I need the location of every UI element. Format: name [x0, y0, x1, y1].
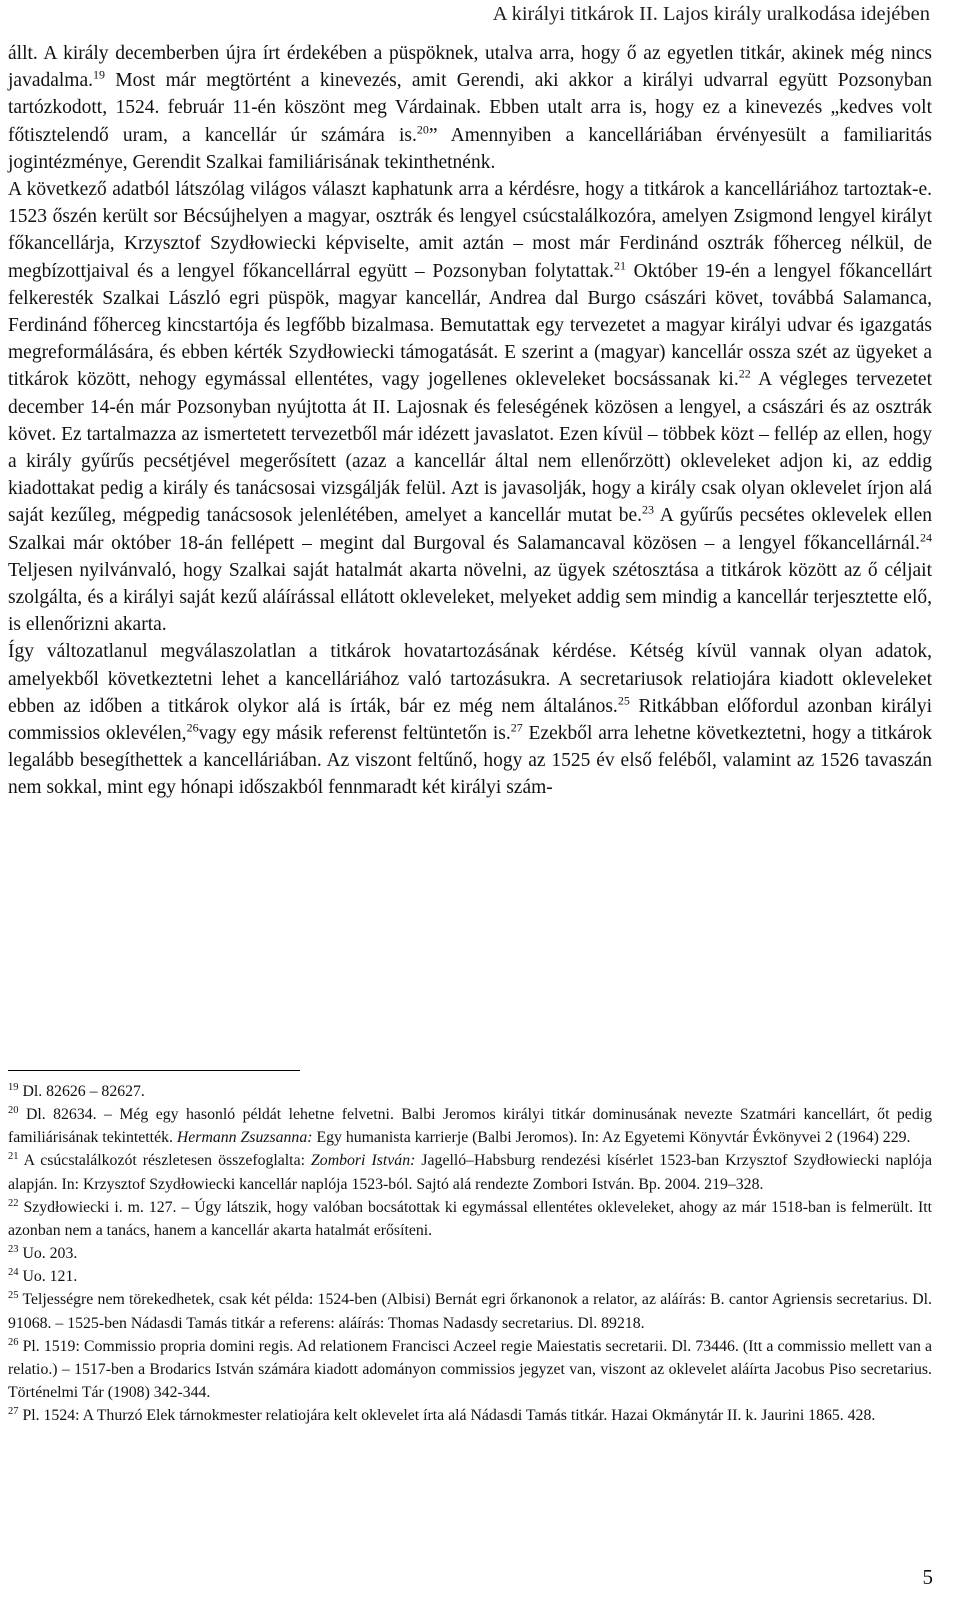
paragraph	[8, 40, 932, 176]
text-run: Ritkábban előfordul azonban királyi commissios oklevélen,	[8, 695, 933, 745]
footnote-reference: 23	[642, 503, 655, 518]
footnote-number: 21	[8, 1151, 19, 1163]
footnote	[8, 1404, 932, 1427]
text-run: Uo. 203.	[18, 1245, 78, 1263]
text-run: Október 19-én a lengyel főkancellárt felkeresték Szalkai László egri püspök, magyar kancellár, Andrea dal Burgo császári követ, továbbá Salamanca, Ferdinánd főherceg kincstartója és legfőbb bizalmasa. Bemutattak egy tervezetet a magyar királyi udvar és igazgatás megreformálására, és ebben kérték Szydłowiecki támogatását. E szerint a (magyar) kancellár ossza szét az ügyeket a titkárok között, nehogy egymással ellentétes, vagy jogellenes okleveleket bocsássanak ki.	[8, 260, 932, 391]
text-run: A végleges tervezetet december 14-én már Pozsonyban nyújtotta át II. Lajosnak és feleségének közösen a lengyel, a császári és az osztrák követ. Ez tartalmazza az ismertetett tervezetből már idézett javaslatot. Ezen kívül – többek közt – fellép az ellen, hogy a király gyűrűs pecsétjével megerősített (azaz a kancellár által nem ellenőrzött) okleveleket adjon ki, az eddig kiadottakat pedig a király és tanácsosai vizsgálják felül. Azt is javasolják, hogy a király csak olyan oklevelet írjon alá saját kezűleg, mégpedig tanácsosok jelenlétében, amelyet a kancellár mutat be.	[8, 369, 932, 527]
text-run: Teljesen nyilvánvaló, hogy Szalkai saját hatalmát akarta növelni, az ügyek szétosztása a titkárok között az ő céljait szolgálta, és a királyi saját kezű aláírással ellátott okleveleket, melyeket addig sem mindig a kancellár terjesztette elő, is ellenőrizni akarta.	[8, 559, 932, 636]
text-run: Ezekből arra lehetne következtetni, hogy a titkárok legalább besegíthettek a kancelláriában. Az viszont feltűnő, hogy az 1525 év első feléből, valamint az 1526 tavaszán nem sokkal, mint egy hónapi időszakból fennmaradt két királyi szám-	[8, 723, 932, 799]
footnote-reference: 24	[920, 530, 932, 545]
text-run: Jagelló–Habsburg rendezési kísérlet 1523-ban Krzysztof Szydłowiecki naplója alapján. In: Krzysztof Szydłowiecki kancellár naplója 1523-ból. Sajtó alá rendezte Zombori István. Bp. 2004. 219–328.	[8, 1152, 932, 1193]
author-name: Zombori István:	[311, 1152, 416, 1170]
footnote	[8, 1080, 932, 1103]
text-run: Egy humanista karrierje (Balbi Jeromos). In: Az Egyetemi Könyvtár Évkönyvei 2 (1964) 229.	[312, 1129, 911, 1147]
footnote-number: 27	[8, 1406, 19, 1418]
footnotes	[8, 1080, 932, 1427]
text-run: állt. A király decemberben újra írt érdekében a püspöknek, utalva arra, hogy ő az egyetlen titkár, akinek még nincs javadalma.	[8, 43, 932, 92]
footnote-number: 26	[8, 1336, 19, 1348]
text-run: Pl. 1524: A Thurzó Elek tárnokmester relatiojára kelt oklevelet írta alá Nádasdi Tamás titkár. Hazai Okmánytár II. k. Jaurini 1865. 428.	[18, 1407, 876, 1425]
footnote-reference: 27	[510, 720, 523, 735]
footnote-reference: 26	[186, 720, 199, 735]
footnote	[8, 1265, 932, 1288]
paragraph	[8, 176, 932, 638]
main-text	[8, 40, 932, 802]
footnote-separator	[8, 1070, 300, 1071]
footnote-number: 20	[8, 1105, 19, 1117]
text-run: Pl. 1519: Commissio propria domini regis. Ad relationem Francisci Aczeel regie Maiestatis secretarii. Dl. 73446. (Itt a commissio mellett van a relatio.) – 1517-ben a Brodarics István számára kiadott adományon commissios jegyzet van, viszont az oklevelet aláírta Jacobus Piso secretarius. Történelmi Tár (1908) 342-344.	[8, 1337, 932, 1402]
text-run: Így változatlanul megválaszolatlan a titkárok hovatartozásának kérdése. Kétség kívül vannak olyan adatok, amelyekből következtetni lehet a kancelláriához való tartozásukra. A secretariusok relatiojára kiadott okleveleket ebben az időben a titkárok olykor alá is írták, bár ez még nem általános.	[8, 641, 932, 717]
footnote-reference: 20	[416, 122, 429, 137]
footnote-number: 24	[8, 1267, 19, 1279]
footnote	[8, 1242, 932, 1265]
footnote-number: 22	[8, 1197, 19, 1209]
text-run: Uo. 121.	[18, 1268, 78, 1286]
text-run: Teljességre nem törekedhetek, csak két példa: 1524-ben (Albisi) Bernát egri őrkanonok a relator, az aláírás: B. cantor Agriensis secretarius. Dl. 91068. – 1525-ben Nádasdi Tamás titkár a referens: aláírás: Thomas Nadasdy secretarius. Dl. 89218.	[8, 1291, 932, 1332]
text-run: Dl. 82634. – Még egy hasonló példát lehetne felvetni. Balbi Jeromos királyi titkár dominusának nevezte Szatmári kancellárt, őt pedig familiárisának tekintették.	[8, 1106, 932, 1147]
text-run: Szydłowiecki i. m. 127. – Úgy látszik, hogy valóban bocsátottak ki egymással ellentétes okleveleket, ahogy az már 1518-ban is felmerült. Itt azonban nem a tanács, hanem a kancellár akarta hatalmát erősíteni.	[8, 1198, 932, 1239]
footnote-reference: 21	[613, 258, 626, 273]
footnote-number: 23	[8, 1244, 19, 1256]
running-head: A királyi titkárok II. Lajos király uralkodása idejében	[492, 3, 930, 25]
text-run: ” Amennyiben a kancelláriában érvényesült a familiaritás jogintézménye, Gerendit Szalkai familiárisának tekinthetnénk.	[8, 124, 932, 173]
footnote-number: 19	[8, 1081, 19, 1093]
footnote	[8, 1288, 932, 1334]
footnote	[8, 1103, 932, 1149]
paragraph	[8, 638, 932, 801]
footnote-number: 25	[8, 1290, 19, 1302]
text-run: A következő adatból látszólag világos választ kaphatunk arra a kérdésre, hogy a titkárok a kancelláriához tartoztak-e. 1523 őszén került sor Bécsújhelyen a magyar, osztrák és lengyel csúcstalálkozóra, amelyen Zsigmond lengyel királyt főkancellárja, Krzysztof Szydłowiecki képviselte, amit aztán – most már Ferdinánd osztrák főherceg nélkül, de megbízottjaival és a lengyel főkancellárral együtt – Pozsonyban folytattak.	[8, 179, 932, 282]
footnote	[8, 1196, 932, 1242]
text-run: A gyűrűs pecsétes oklevelek ellen Szalkai már október 18-án fellépett – megint dal Burgoval és Salamancaval közösen – a lengyel főkancellárnál.	[8, 505, 932, 554]
footnote	[8, 1335, 932, 1404]
footnote	[8, 1149, 932, 1195]
text-run: Dl. 82626 – 82627.	[18, 1083, 145, 1100]
footnote-reference: 25	[617, 693, 630, 708]
footnote-reference: 22	[738, 367, 751, 381]
author-name: Hermann Zsuzsanna:	[176, 1129, 313, 1147]
text-run: vagy egy másik referenst feltüntetőn is.	[198, 723, 511, 745]
text-run: Most már megtörtént a kinevezés, amit Gerendi, aki akkor a királyi udvarral együtt Pozsonyban tartózkodott, 1524. február 11-én köszönt meg Várdainak. Ebben utalt arra is, hogy ez a kinevezés „kedves volt főtisztelendő uram, a kancellár úr számára is.	[8, 70, 932, 146]
footnote-reference: 19	[93, 67, 105, 82]
page-number: 5	[922, 1565, 933, 1589]
text-run: A csúcstalálkozót részletesen összefoglalta:	[18, 1152, 312, 1170]
